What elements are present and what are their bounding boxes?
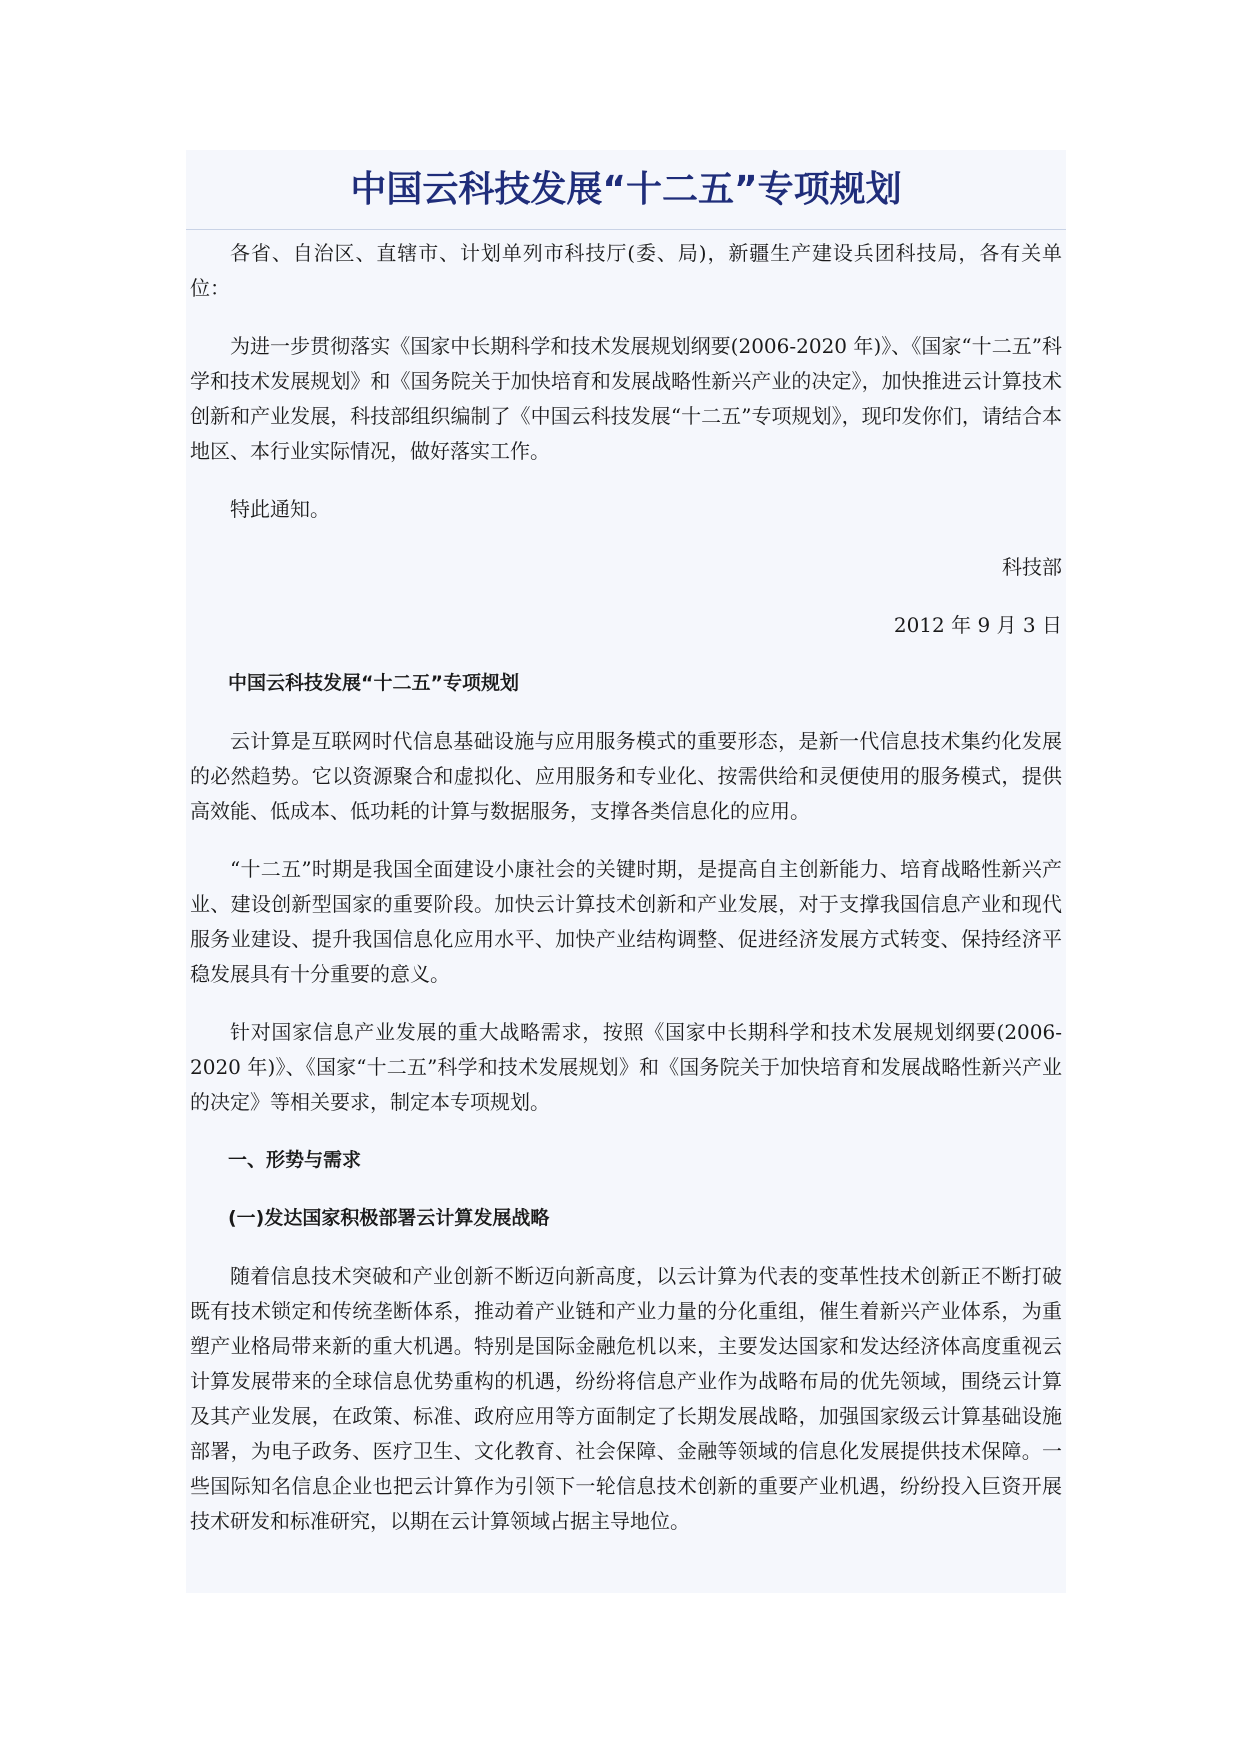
section-heading: 一、形势与需求 — [228, 1149, 362, 1171]
subsection-heading: (一)发达国家积极部署云计算发展战略 — [228, 1207, 550, 1229]
paragraph: “十二五”时期是我国全面建设小康社会的关键时期，是提高自主创新能力、培育战略性新兴产业、建设创新型国家的重要阶段。加快云计算技术创新和产业发展，对于支撑我国信息产业和现代服务业建设、提升我国信息化应用水平、加快产业结构调整、促进经济发展方式转变、保持经济平稳发展具有十分重要的意义。 — [190, 857, 1062, 986]
title-bar — [186, 150, 1066, 230]
page-title: 中国云科技发展“十二五”专项规划 — [350, 169, 902, 210]
notice-body: 为进一步贯彻落实《国家中长期科学和技术发展规划纲要(2006-2020 年)》、《国家“十二五”科学和技术发展规划》和《国务院关于加快培育和发展战略性新兴产业的决定》，加快推进云计算技术创新和产业发展，科技部组织编制了《中国云科技发展“十二五”专项规划》，现印发你们，请结合本地区、本行业实际情况，做好落实工作。 — [190, 334, 1062, 463]
salutation: 各省、自治区、直辖市、计划单列市科技厅(委、局)，新疆生产建设兵团科技局，各有关单位： — [190, 241, 1062, 300]
notice-closing: 特此通知。 — [230, 497, 330, 521]
issuer: 科技部 — [1002, 555, 1062, 579]
document-body — [190, 236, 1062, 1562]
paragraph: 针对国家信息产业发展的重大战略需求，按照《国家中长期科学和技术发展规划纲要(2006-2020 年)》、《国家“十二五”科学和技术发展规划》和《国务院关于加快培育和发展战略性新兴产业的决定》等相关要求，制定本专项规划。 — [190, 1020, 1062, 1114]
paragraph: 云计算是互联网时代信息基础设施与应用服务模式的重要形态，是新一代信息技术集约化发展的必然趋势。它以资源聚合和虚拟化、应用服务和专业化、按需供给和灵便使用的服务模式，提供高效能、低成本、低功耗的计算与数据服务，支撑各类信息化的应用。 — [190, 729, 1062, 823]
plan-title: 中国云科技发展“十二五”专项规划 — [228, 672, 519, 694]
issue-date: 2012 年 9 月 3 日 — [893, 613, 1062, 637]
paragraph: 随着信息技术突破和产业创新不断迈向新高度，以云计算为代表的变革性技术创新正不断打破既有技术锁定和传统垄断体系，推动着产业链和产业力量的分化重组，催生着新兴产业体系，为重塑产业格局带来新的重大机遇。特别是国际金融危机以来，主要发达国家和发达经济体高度重视云计算发展带来的全球信息优势重构的机遇，纷纷将信息产业作为战略布局的优先领域，围绕云计算及其产业发展，在政策、标准、政府应用等方面制定了长期发展战略，加强国家级云计算基础设施部署，为电子政务、医疗卫生、文化教育、社会保障、金融等领域的信息化发展提供技术保障。一些国际知名信息企业也把云计算作为引领下一轮信息技术创新的重要产业机遇，纷纷投入巨资开展技术研发和标准研究，以期在云计算领域占据主导地位。 — [190, 1264, 1062, 1533]
